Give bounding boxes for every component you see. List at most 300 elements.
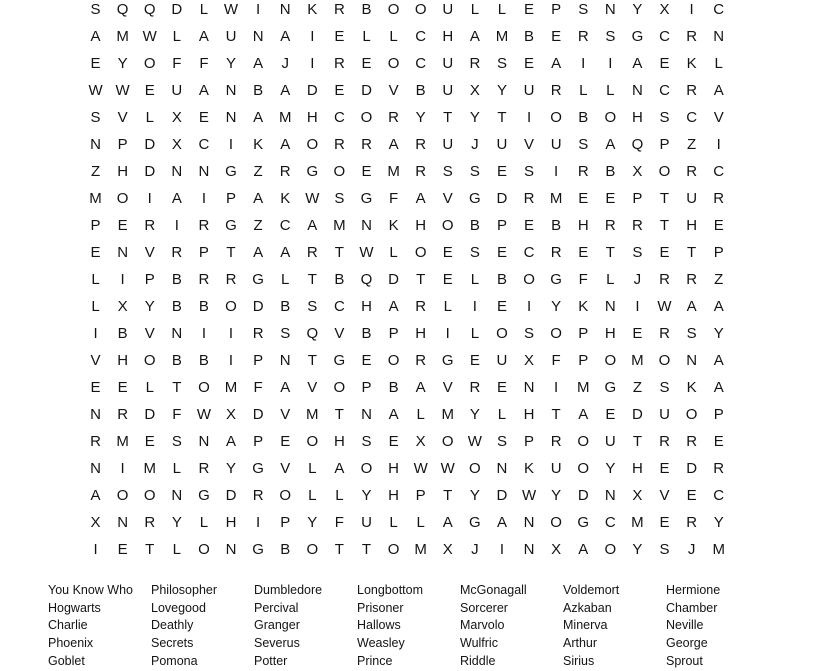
grid-letter[interactable]: E: [361, 162, 372, 180]
grid-letter[interactable]: L: [172, 460, 181, 478]
grid-letter[interactable]: S: [496, 433, 507, 451]
grid-letter[interactable]: R: [415, 162, 427, 180]
grid-letter[interactable]: U: [604, 433, 616, 451]
grid-letter[interactable]: E: [361, 54, 372, 72]
grid-letter[interactable]: U: [442, 135, 454, 153]
grid-letter[interactable]: Z: [90, 162, 101, 180]
grid-letter[interactable]: Y: [713, 514, 724, 532]
grid-letter[interactable]: C: [415, 54, 427, 72]
grid-letter[interactable]: R: [415, 352, 427, 370]
grid-letter[interactable]: N: [361, 406, 372, 424]
grid-letter[interactable]: H: [442, 27, 454, 45]
grid-letter[interactable]: P: [659, 135, 670, 153]
grid-letter[interactable]: R: [90, 433, 101, 451]
grid-letter[interactable]: A: [280, 135, 291, 153]
grid-letter[interactable]: A: [632, 54, 643, 72]
grid-letter[interactable]: V: [144, 325, 155, 343]
grid-letter[interactable]: D: [252, 298, 264, 316]
grid-letter[interactable]: L: [606, 270, 615, 288]
grid-letter[interactable]: D: [496, 189, 508, 207]
grid-letter[interactable]: E: [117, 216, 128, 234]
grid-letter[interactable]: I: [310, 54, 315, 72]
grid-letter[interactable]: I: [256, 0, 261, 18]
grid-letter[interactable]: I: [689, 0, 694, 18]
grid-letter[interactable]: O: [550, 108, 562, 126]
grid-letter[interactable]: L: [606, 81, 615, 99]
grid-letter[interactable]: R: [686, 433, 698, 451]
grid-letter[interactable]: B: [496, 270, 507, 288]
grid-letter[interactable]: L: [308, 487, 317, 505]
grid-letter[interactable]: E: [605, 406, 616, 424]
grid-letter[interactable]: S: [605, 27, 616, 45]
grid-letter[interactable]: T: [226, 243, 236, 261]
grid-letter[interactable]: I: [228, 135, 234, 153]
grid-letter[interactable]: L: [335, 487, 344, 505]
grid-letter[interactable]: L: [497, 0, 507, 18]
grid-letter[interactable]: L: [145, 379, 154, 397]
grid-letter[interactable]: P: [551, 0, 562, 18]
grid-letter[interactable]: E: [198, 108, 209, 126]
grid-letter[interactable]: L: [308, 460, 317, 478]
grid-letter[interactable]: R: [279, 162, 291, 180]
grid-letter[interactable]: B: [198, 298, 209, 316]
grid-letter[interactable]: O: [441, 433, 454, 451]
grid-letter[interactable]: X: [415, 433, 426, 451]
grid-letter[interactable]: R: [198, 270, 210, 288]
grid-letter[interactable]: I: [310, 27, 315, 45]
grid-letter[interactable]: R: [659, 325, 670, 343]
grid-letter[interactable]: R: [550, 81, 562, 99]
grid-letter[interactable]: U: [442, 0, 454, 18]
grid-letter[interactable]: S: [442, 162, 453, 180]
grid-letter[interactable]: I: [201, 325, 206, 343]
grid-letter[interactable]: E: [117, 379, 128, 397]
grid-letter[interactable]: X: [632, 487, 643, 505]
grid-letter[interactable]: R: [713, 460, 725, 478]
grid-letter[interactable]: E: [686, 487, 697, 505]
grid-letter[interactable]: I: [256, 514, 261, 532]
grid-letter[interactable]: O: [658, 352, 671, 370]
grid-letter[interactable]: P: [578, 325, 589, 343]
grid-letter[interactable]: F: [578, 270, 588, 288]
grid-letter[interactable]: G: [360, 189, 373, 207]
grid-letter[interactable]: P: [524, 433, 535, 451]
grid-letter[interactable]: O: [414, 0, 427, 18]
grid-letter[interactable]: L: [579, 81, 588, 99]
grid-letter[interactable]: A: [198, 27, 209, 45]
grid-letter[interactable]: Y: [469, 108, 480, 126]
grid-letter[interactable]: Y: [226, 54, 237, 72]
grid-letter[interactable]: Z: [632, 379, 642, 397]
grid-letter[interactable]: T: [687, 243, 697, 261]
grid-letter[interactable]: O: [143, 352, 156, 370]
grid-letter[interactable]: G: [469, 514, 481, 532]
grid-letter[interactable]: O: [279, 487, 292, 505]
grid-letter[interactable]: T: [605, 243, 615, 261]
grid-letter[interactable]: C: [713, 0, 725, 18]
grid-letter[interactable]: E: [361, 352, 372, 370]
grid-letter[interactable]: C: [686, 108, 698, 126]
grid-letter[interactable]: T: [632, 433, 642, 451]
grid-letter[interactable]: O: [306, 541, 319, 559]
grid-letter[interactable]: L: [172, 541, 181, 559]
grid-letter[interactable]: F: [388, 189, 399, 207]
grid-letter[interactable]: O: [604, 352, 617, 370]
grid-letter[interactable]: F: [172, 406, 182, 424]
grid-letter[interactable]: A: [415, 189, 426, 207]
grid-letter[interactable]: N: [225, 81, 237, 99]
grid-letter[interactable]: B: [171, 270, 182, 288]
grid-letter[interactable]: E: [334, 27, 345, 45]
grid-letter[interactable]: E: [659, 514, 670, 532]
grid-letter[interactable]: S: [90, 108, 101, 126]
grid-letter[interactable]: R: [550, 433, 562, 451]
grid-letter[interactable]: D: [686, 460, 698, 478]
grid-letter[interactable]: W: [88, 81, 103, 99]
grid-letter[interactable]: I: [174, 216, 179, 234]
grid-letter[interactable]: O: [143, 54, 156, 72]
grid-letter[interactable]: D: [306, 81, 318, 99]
grid-letter[interactable]: K: [686, 379, 697, 397]
grid-letter[interactable]: A: [686, 298, 697, 316]
grid-letter[interactable]: E: [90, 243, 101, 261]
grid-letter[interactable]: O: [360, 460, 373, 478]
grid-letter[interactable]: A: [388, 135, 399, 153]
grid-letter[interactable]: N: [198, 162, 210, 180]
grid-letter[interactable]: E: [578, 243, 589, 261]
grid-letter[interactable]: H: [306, 108, 318, 126]
grid-letter[interactable]: N: [171, 487, 183, 505]
grid-letter[interactable]: Z: [714, 270, 724, 288]
grid-letter[interactable]: Q: [143, 0, 156, 18]
grid-letter[interactable]: R: [523, 189, 535, 207]
grid-letter[interactable]: A: [334, 460, 345, 478]
grid-letter[interactable]: Q: [306, 325, 319, 343]
grid-letter[interactable]: U: [496, 135, 508, 153]
grid-letter[interactable]: G: [550, 270, 562, 288]
grid-letter[interactable]: P: [117, 135, 128, 153]
grid-letter[interactable]: C: [198, 135, 210, 153]
grid-letter[interactable]: S: [524, 325, 535, 343]
grid-letter[interactable]: B: [117, 325, 128, 343]
grid-letter[interactable]: N: [90, 460, 101, 478]
grid-letter[interactable]: G: [225, 162, 237, 180]
grid-letter[interactable]: V: [659, 487, 670, 505]
grid-letter[interactable]: X: [171, 135, 182, 153]
grid-letter[interactable]: N: [632, 81, 643, 99]
grid-letter[interactable]: H: [117, 162, 129, 180]
grid-letter[interactable]: V: [307, 379, 318, 397]
grid-letter[interactable]: E: [496, 162, 507, 180]
grid-letter[interactable]: V: [334, 325, 345, 343]
grid-letter[interactable]: N: [686, 352, 698, 370]
grid-letter[interactable]: A: [469, 27, 480, 45]
grid-letter[interactable]: R: [686, 270, 698, 288]
grid-letter[interactable]: L: [362, 27, 371, 45]
grid-letter[interactable]: P: [226, 189, 237, 207]
grid-letter[interactable]: P: [361, 379, 372, 397]
grid-letter[interactable]: L: [199, 0, 209, 18]
grid-letter[interactable]: U: [550, 135, 562, 153]
grid-letter[interactable]: Q: [631, 135, 644, 153]
grid-letter[interactable]: U: [686, 189, 698, 207]
grid-letter[interactable]: I: [147, 189, 152, 207]
grid-letter[interactable]: C: [333, 298, 345, 316]
grid-letter[interactable]: M: [631, 514, 644, 532]
grid-letter[interactable]: E: [496, 379, 507, 397]
grid-letter[interactable]: J: [471, 135, 479, 153]
grid-letter[interactable]: U: [550, 460, 562, 478]
grid-letter[interactable]: H: [333, 433, 345, 451]
grid-letter[interactable]: Y: [361, 487, 372, 505]
grid-letter[interactable]: H: [388, 460, 399, 478]
grid-letter[interactable]: S: [496, 54, 507, 72]
grid-letter[interactable]: X: [632, 162, 643, 180]
grid-letter[interactable]: P: [388, 325, 399, 343]
grid-letter[interactable]: N: [604, 298, 616, 316]
grid-letter[interactable]: R: [659, 270, 670, 288]
grid-letter[interactable]: I: [120, 270, 125, 288]
grid-letter[interactable]: R: [333, 54, 345, 72]
grid-letter[interactable]: J: [687, 541, 696, 559]
grid-letter[interactable]: N: [713, 27, 725, 45]
grid-letter[interactable]: H: [686, 216, 698, 234]
grid-letter[interactable]: C: [659, 27, 670, 45]
grid-letter[interactable]: L: [91, 270, 100, 288]
grid-letter[interactable]: S: [280, 325, 291, 343]
grid-letter[interactable]: M: [441, 406, 455, 424]
grid-letter[interactable]: B: [334, 270, 345, 288]
grid-letter[interactable]: W: [467, 433, 482, 451]
grid-letter[interactable]: L: [470, 0, 480, 18]
grid-letter[interactable]: W: [413, 460, 428, 478]
grid-letter[interactable]: A: [280, 27, 291, 45]
grid-letter[interactable]: B: [280, 298, 291, 316]
grid-letter[interactable]: L: [199, 514, 209, 532]
grid-letter[interactable]: W: [521, 487, 537, 505]
grid-letter[interactable]: A: [388, 406, 399, 424]
grid-letter[interactable]: T: [334, 406, 344, 424]
grid-letter[interactable]: E: [713, 433, 724, 451]
grid-letter[interactable]: O: [550, 325, 562, 343]
grid-letter[interactable]: H: [117, 352, 129, 370]
grid-letter[interactable]: H: [415, 325, 427, 343]
grid-letter[interactable]: O: [116, 487, 129, 505]
grid-letter[interactable]: U: [361, 514, 372, 532]
grid-letter[interactable]: Y: [551, 487, 562, 505]
grid-letter[interactable]: Y: [171, 514, 182, 532]
grid-letter[interactable]: P: [253, 433, 264, 451]
grid-letter[interactable]: P: [144, 270, 155, 288]
grid-letter[interactable]: N: [604, 0, 616, 18]
grid-letter[interactable]: N: [496, 460, 508, 478]
grid-letter[interactable]: A: [713, 298, 724, 316]
grid-letter[interactable]: C: [415, 27, 427, 45]
grid-letter[interactable]: N: [90, 135, 101, 153]
grid-letter[interactable]: L: [389, 27, 398, 45]
grid-letter[interactable]: N: [117, 514, 129, 532]
grid-letter[interactable]: N: [523, 379, 535, 397]
grid-letter[interactable]: Z: [253, 216, 263, 234]
grid-letter[interactable]: X: [171, 108, 182, 126]
grid-letter[interactable]: T: [361, 541, 372, 559]
grid-letter[interactable]: J: [471, 541, 479, 559]
grid-letter[interactable]: L: [145, 108, 154, 126]
grid-letter[interactable]: X: [117, 298, 128, 316]
grid-letter[interactable]: R: [198, 460, 210, 478]
grid-letter[interactable]: P: [280, 514, 291, 532]
grid-letter[interactable]: E: [469, 352, 480, 370]
grid-letter[interactable]: H: [361, 298, 372, 316]
grid-letter[interactable]: R: [469, 379, 481, 397]
grid-letter[interactable]: N: [523, 514, 535, 532]
grid-letter[interactable]: O: [523, 270, 535, 288]
grid-letter[interactable]: E: [578, 189, 589, 207]
grid-letter[interactable]: W: [196, 406, 211, 424]
grid-letter[interactable]: O: [387, 54, 400, 72]
grid-letter[interactable]: G: [441, 352, 454, 370]
grid-letter[interactable]: D: [144, 162, 156, 180]
grid-letter[interactable]: A: [551, 54, 562, 72]
grid-letter[interactable]: E: [144, 81, 155, 99]
grid-letter[interactable]: D: [496, 487, 508, 505]
grid-letter[interactable]: R: [577, 162, 589, 180]
grid-letter[interactable]: A: [171, 189, 182, 207]
grid-letter[interactable]: T: [443, 487, 453, 505]
grid-letter[interactable]: I: [716, 135, 721, 153]
grid-letter[interactable]: B: [280, 541, 291, 559]
grid-letter[interactable]: C: [604, 514, 616, 532]
grid-letter[interactable]: T: [307, 270, 317, 288]
grid-letter[interactable]: P: [632, 189, 643, 207]
grid-letter[interactable]: X: [90, 514, 101, 532]
grid-letter[interactable]: I: [608, 54, 613, 72]
grid-letter[interactable]: S: [632, 243, 643, 261]
grid-letter[interactable]: K: [307, 0, 318, 18]
grid-letter[interactable]: J: [633, 270, 642, 288]
grid-letter[interactable]: B: [551, 216, 562, 234]
grid-letter[interactable]: B: [253, 81, 264, 99]
grid-letter[interactable]: A: [388, 298, 399, 316]
grid-letter[interactable]: M: [116, 27, 129, 45]
grid-letter[interactable]: E: [144, 433, 155, 451]
grid-letter[interactable]: E: [90, 379, 101, 397]
grid-letter[interactable]: G: [252, 541, 264, 559]
grid-letter[interactable]: M: [631, 352, 644, 370]
grid-letter[interactable]: F: [199, 54, 209, 72]
grid-letter[interactable]: E: [659, 54, 670, 72]
grid-letter[interactable]: R: [117, 406, 129, 424]
grid-letter[interactable]: E: [442, 243, 453, 261]
grid-letter[interactable]: P: [713, 243, 724, 261]
grid-letter[interactable]: Y: [632, 0, 643, 18]
grid-letter[interactable]: B: [469, 216, 480, 234]
grid-letter[interactable]: S: [659, 379, 670, 397]
grid-letter[interactable]: H: [577, 216, 589, 234]
grid-letter[interactable]: Y: [415, 108, 426, 126]
grid-letter[interactable]: R: [415, 135, 427, 153]
grid-letter[interactable]: H: [604, 325, 616, 343]
grid-letter[interactable]: A: [578, 541, 589, 559]
grid-letter[interactable]: B: [361, 325, 372, 343]
grid-letter[interactable]: A: [496, 514, 507, 532]
grid-letter[interactable]: G: [252, 270, 264, 288]
grid-letter[interactable]: S: [659, 108, 670, 126]
grid-letter[interactable]: R: [604, 216, 616, 234]
grid-letter[interactable]: X: [524, 352, 535, 370]
grid-letter[interactable]: L: [416, 406, 425, 424]
grid-letter[interactable]: R: [198, 216, 210, 234]
grid-letter[interactable]: I: [93, 541, 98, 559]
grid-letter[interactable]: M: [89, 189, 102, 207]
grid-letter[interactable]: E: [551, 27, 562, 45]
grid-letter[interactable]: O: [333, 162, 346, 180]
grid-letter[interactable]: O: [387, 0, 400, 18]
grid-letter[interactable]: K: [524, 460, 535, 478]
grid-letter[interactable]: E: [605, 189, 616, 207]
grid-letter[interactable]: E: [713, 216, 724, 234]
grid-letter[interactable]: C: [279, 216, 291, 234]
grid-letter[interactable]: S: [307, 298, 318, 316]
grid-letter[interactable]: V: [90, 352, 101, 370]
grid-letter[interactable]: B: [578, 108, 589, 126]
grid-letter[interactable]: A: [280, 243, 291, 261]
grid-letter[interactable]: U: [171, 81, 183, 99]
grid-letter[interactable]: V: [117, 108, 128, 126]
grid-letter[interactable]: P: [90, 216, 101, 234]
grid-letter[interactable]: O: [577, 433, 590, 451]
grid-letter[interactable]: O: [333, 379, 346, 397]
grid-letter[interactable]: A: [253, 108, 264, 126]
grid-letter[interactable]: N: [198, 433, 210, 451]
grid-letter[interactable]: L: [416, 514, 425, 532]
grid-letter[interactable]: E: [496, 243, 507, 261]
grid-letter[interactable]: M: [576, 379, 590, 397]
grid-letter[interactable]: E: [524, 216, 535, 234]
grid-letter[interactable]: R: [550, 243, 562, 261]
grid-letter[interactable]: Y: [632, 541, 643, 559]
grid-letter[interactable]: F: [253, 379, 263, 397]
grid-letter[interactable]: H: [388, 487, 399, 505]
grid-letter[interactable]: E: [524, 0, 535, 18]
grid-letter[interactable]: O: [306, 433, 319, 451]
grid-letter[interactable]: M: [712, 541, 725, 559]
grid-letter[interactable]: O: [469, 460, 481, 478]
grid-letter[interactable]: Q: [116, 0, 129, 18]
grid-letter[interactable]: C: [523, 243, 535, 261]
grid-letter[interactable]: E: [388, 433, 399, 451]
grid-letter[interactable]: Y: [144, 298, 155, 316]
grid-letter[interactable]: Q: [360, 270, 373, 288]
grid-letter[interactable]: O: [360, 108, 373, 126]
grid-letter[interactable]: F: [551, 352, 561, 370]
grid-letter[interactable]: A: [198, 81, 209, 99]
grid-letter[interactable]: R: [659, 433, 670, 451]
grid-letter[interactable]: R: [388, 108, 399, 126]
grid-letter[interactable]: R: [415, 298, 427, 316]
grid-letter[interactable]: A: [280, 379, 291, 397]
grid-letter[interactable]: O: [604, 108, 617, 126]
grid-letter[interactable]: L: [389, 514, 398, 532]
grid-letter[interactable]: R: [686, 514, 698, 532]
grid-letter[interactable]: Y: [307, 514, 318, 532]
grid-letter[interactable]: C: [713, 487, 725, 505]
grid-letter[interactable]: X: [442, 541, 453, 559]
grid-letter[interactable]: R: [306, 243, 318, 261]
grid-letter[interactable]: M: [549, 189, 563, 207]
grid-letter[interactable]: D: [171, 0, 183, 18]
grid-letter[interactable]: S: [524, 162, 535, 180]
